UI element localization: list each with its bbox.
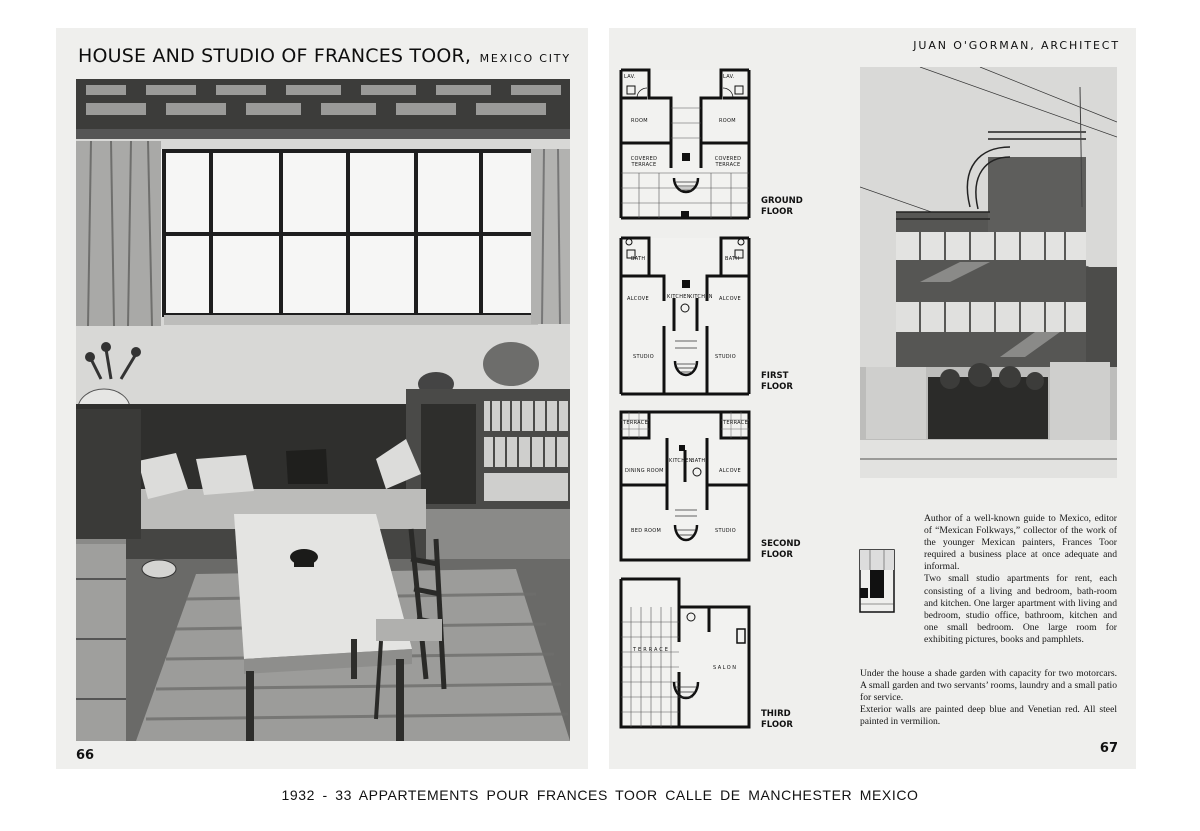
room-label: DINING ROOM [625,468,664,474]
room-label: BATH [691,458,706,464]
room-label: KITCHEN [689,294,713,300]
plan-label-line: THIRD [761,709,791,719]
plan-label-line: FLOOR [761,550,793,560]
title-location: MEXICO CITY [479,52,571,65]
plan-label-line: FLOOR [761,207,793,217]
room-label: BATH [725,256,740,262]
room-label: ROOM [631,118,648,124]
third-floor-label [761,709,793,731]
room-label: BATH [631,256,646,262]
room-label: TERRACE [633,647,670,653]
exterior-photo [860,67,1117,478]
room-label: STUDIO [633,354,654,360]
plan-label-line: FLOOR [761,382,793,392]
third-floor-plan [619,577,753,729]
room-label: STUDIO [715,354,736,360]
room-label: KITCHEN [667,294,691,300]
room-label: SALON [713,665,738,671]
page-title [78,45,571,67]
room-label: LAV. [624,74,636,80]
first-floor-plan [619,236,753,396]
room-label: KITCHEN [669,458,693,464]
room-label: TERRACE [723,420,749,426]
description-paragraph: Two small studio apartments for rent, each consisting of a living and bedroom, bath-room and kitchen. One larger apartment with living and bedroom, studio office, bathroom, kitchen and one small bedroom. One large room for exhibiting pictures, books and pamphlets. [924,573,1117,645]
room-label: ALCOVE [719,468,741,474]
second-floor-drawing [619,410,753,562]
room-label: BED ROOM [631,528,662,534]
room-label: TERRACE [623,420,649,426]
second-floor-label [761,539,801,561]
architect-header: JUAN O'GORMAN, ARCHITECT [913,39,1120,52]
room-label: LAV. [723,74,735,80]
first-floor-label [761,371,793,393]
plan-label-line: GROUND [761,196,803,206]
room-label: STUDIO [715,528,736,534]
title-text: HOUSE AND STUDIO OF FRANCES TOOR, [78,45,472,67]
description-paragraph: Author of a well-known guide to Mexico, editor of “Mexican Folkways,” collector of the work of the younger Mexican painters, Frances Toor required a business place at once adequate and informal. [924,513,1117,573]
ground-floor-plan [619,68,753,220]
description-paragraph: Under the house a shade garden with capacity for two motorcars. A small garden and two servants’ rooms, laundry and a small patio for service. [860,668,1117,704]
second-floor-plan [619,410,753,562]
room-label: ALCOVE [719,296,741,302]
plan-label-line: FLOOR [761,720,793,730]
description-paragraph: Exterior walls are painted deep blue and Venetian red. All steel painted in vermilion. [860,704,1117,728]
plan-label-line: SECOND [761,539,801,549]
ground-floor-label [761,196,803,218]
page-number: 67 [1099,741,1118,756]
room-label: ROOM [719,118,736,124]
description-continued [860,668,1117,728]
room-label: COVERED TERRACE [630,156,658,168]
room-label: COVERED TERRACE [714,156,742,168]
third-floor-drawing [619,577,753,729]
room-label: ALCOVE [627,296,649,302]
plan-label-line: FIRST [761,371,789,381]
description-intro [924,513,1117,646]
caption: 1932 - 33 APPARTEMENTS POUR FRANCES TOOR CALLE DE MANCHESTER MEXICO [281,787,919,803]
right-page [609,28,1136,769]
ground-floor-drawing [619,68,753,220]
interior-photo [76,79,570,741]
small-plan-thumbnail [858,548,896,614]
page-number: 66 [76,748,95,763]
left-page [56,28,588,769]
